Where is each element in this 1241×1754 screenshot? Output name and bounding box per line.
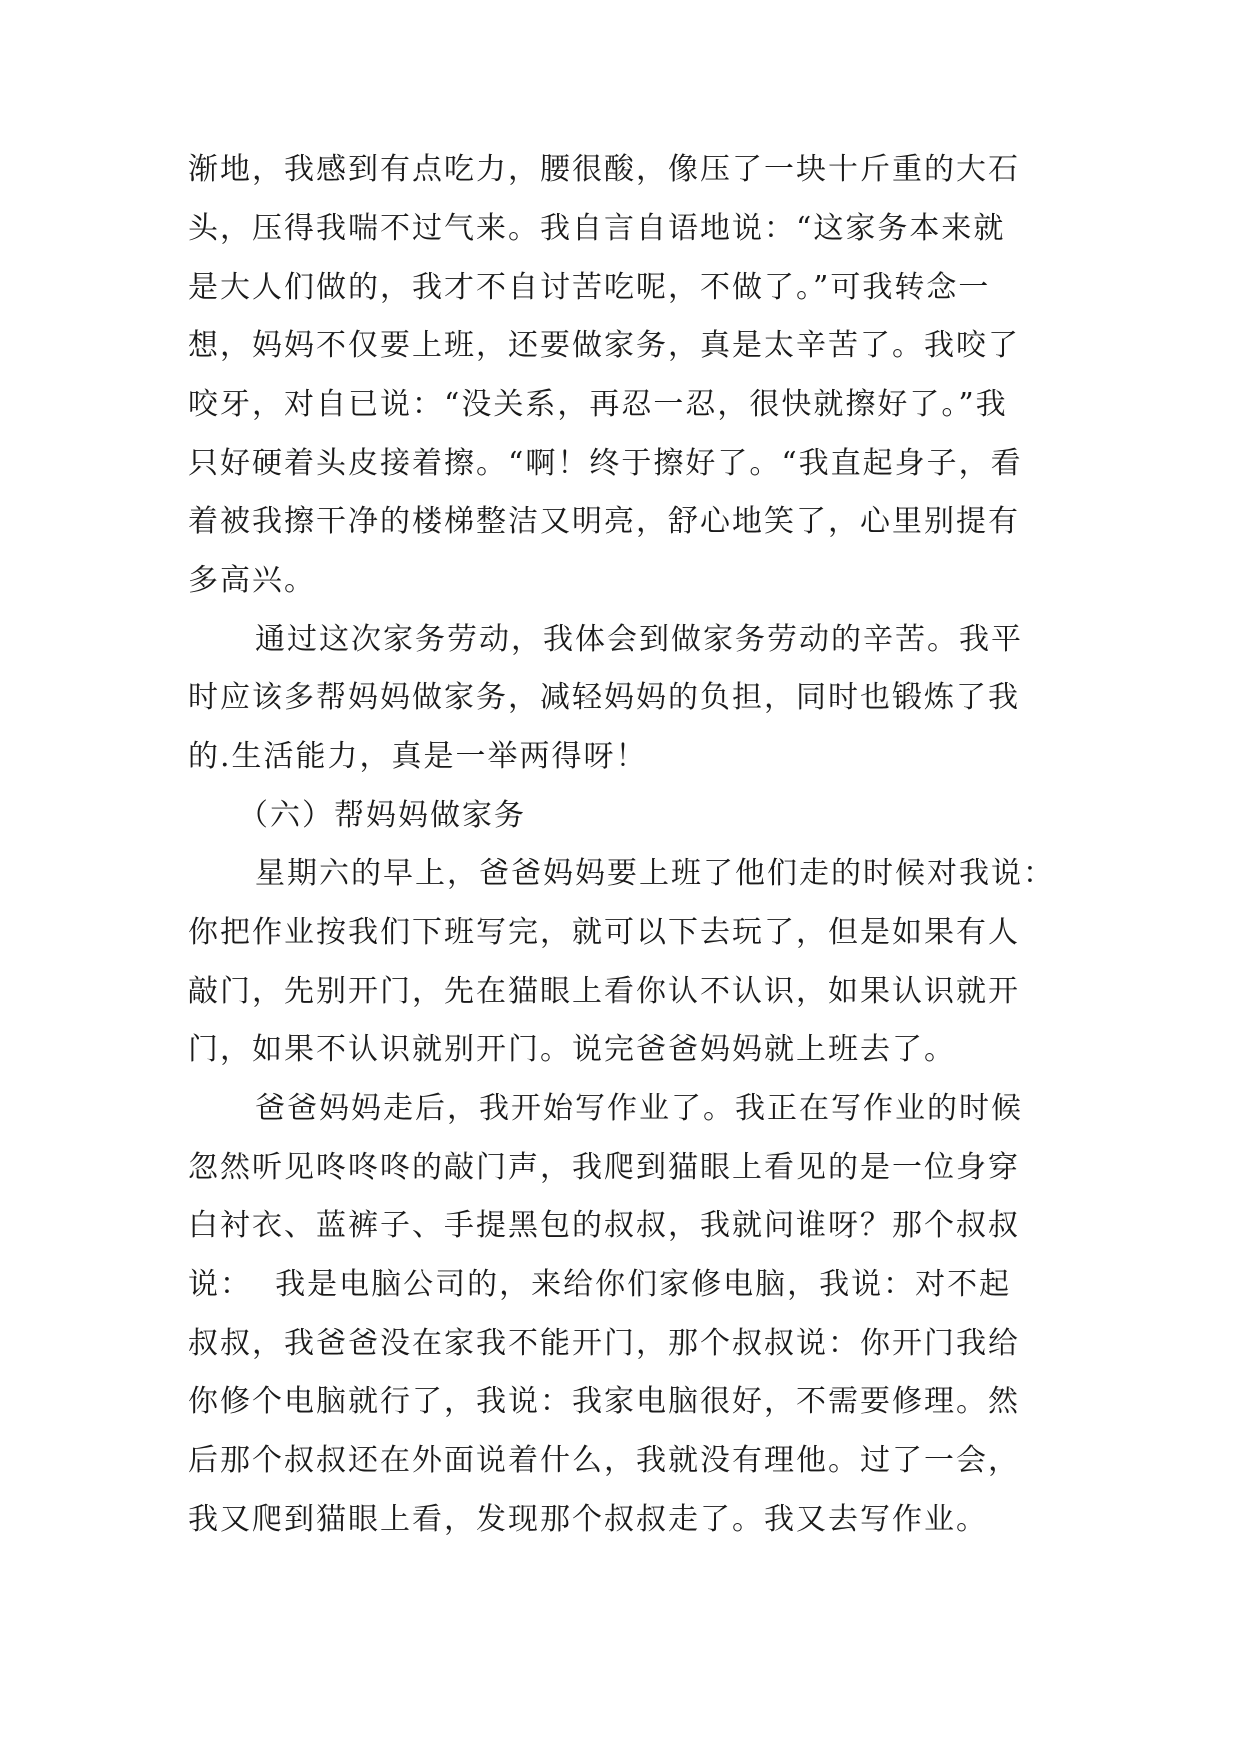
text-line: 时应该多帮妈妈做家务，减轻妈妈的负担，同时也锻炼了我 bbox=[188, 680, 1020, 715]
text-line: 多高兴。 bbox=[188, 563, 316, 598]
text-line: 叔叔，我爸爸没在家我不能开门，那个叔叔说：你开门我给 bbox=[188, 1326, 1020, 1361]
paragraph-first-line: 通过这次家务劳动，我体会到做家务劳动的辛苦。我平 bbox=[255, 622, 1023, 657]
text-line: 只好硬着头皮接着擦。“啊！终于擦好了。“我直起身子，看 bbox=[188, 446, 1023, 481]
text-line: 门，如果不认识就别开门。说完爸爸妈妈就上班去了。 bbox=[188, 1032, 956, 1067]
text-line: 我又爬到猫眼上看，发现那个叔叔走了。我又去写作业。 bbox=[188, 1502, 988, 1537]
text-line: 头，压得我喘不过气来。我自言自语地说：“这家务本来就 bbox=[188, 211, 1006, 246]
section-heading: （六）帮妈妈做家务 bbox=[238, 798, 526, 833]
text-line: 渐地，我感到有点吃力，腰很酸，像压了一块十斤重的大石 bbox=[188, 152, 1020, 187]
text-line: 敲门，先别开门，先在猫眼上看你认不认识，如果认识就开 bbox=[188, 974, 1020, 1009]
text-line: 忽然听见咚咚咚的敲门声，我爬到猫眼上看见的是一位身穿 bbox=[188, 1150, 1020, 1185]
text-line: 的.生活能力，真是一举两得呀！ bbox=[188, 739, 648, 774]
paragraph-first-line: 爸爸妈妈走后，我开始写作业了。我正在写作业的时候 bbox=[255, 1091, 1023, 1126]
text-line: 咬牙，对自已说：“没关系，再忍一忍，很快就擦好了。”我 bbox=[188, 387, 1008, 422]
paragraph-first-line: 星期六的早上，爸爸妈妈要上班了他们走的时候对我说： bbox=[255, 856, 1055, 891]
text-line: 你修个电脑就行了，我说：我家电脑很好，不需要修理。然 bbox=[188, 1384, 1020, 1419]
text-line: 着被我擦干净的楼梯整洁又明亮，舒心地笑了，心里别提有 bbox=[188, 504, 1020, 539]
text-line: 后那个叔叔还在外面说着什么，我就没有理他。过了一会， bbox=[188, 1443, 1020, 1478]
text-line: 是大人们做的，我才不自讨苦吃呢，不做了。”可我转念一 bbox=[188, 270, 991, 305]
text-line: 你把作业按我们下班写完，就可以下去玩了，但是如果有人 bbox=[188, 915, 1020, 950]
text-line: 白衬衣、蓝裤子、手提黑包的叔叔，我就问谁呀？那个叔叔 bbox=[188, 1208, 1020, 1243]
text-line: 说： 我是电脑公司的，来给你们家修电脑，我说：对不起 bbox=[188, 1267, 1012, 1302]
text-line: 想，妈妈不仅要上班，还要做家务，真是太辛苦了。我咬了 bbox=[188, 328, 1020, 363]
